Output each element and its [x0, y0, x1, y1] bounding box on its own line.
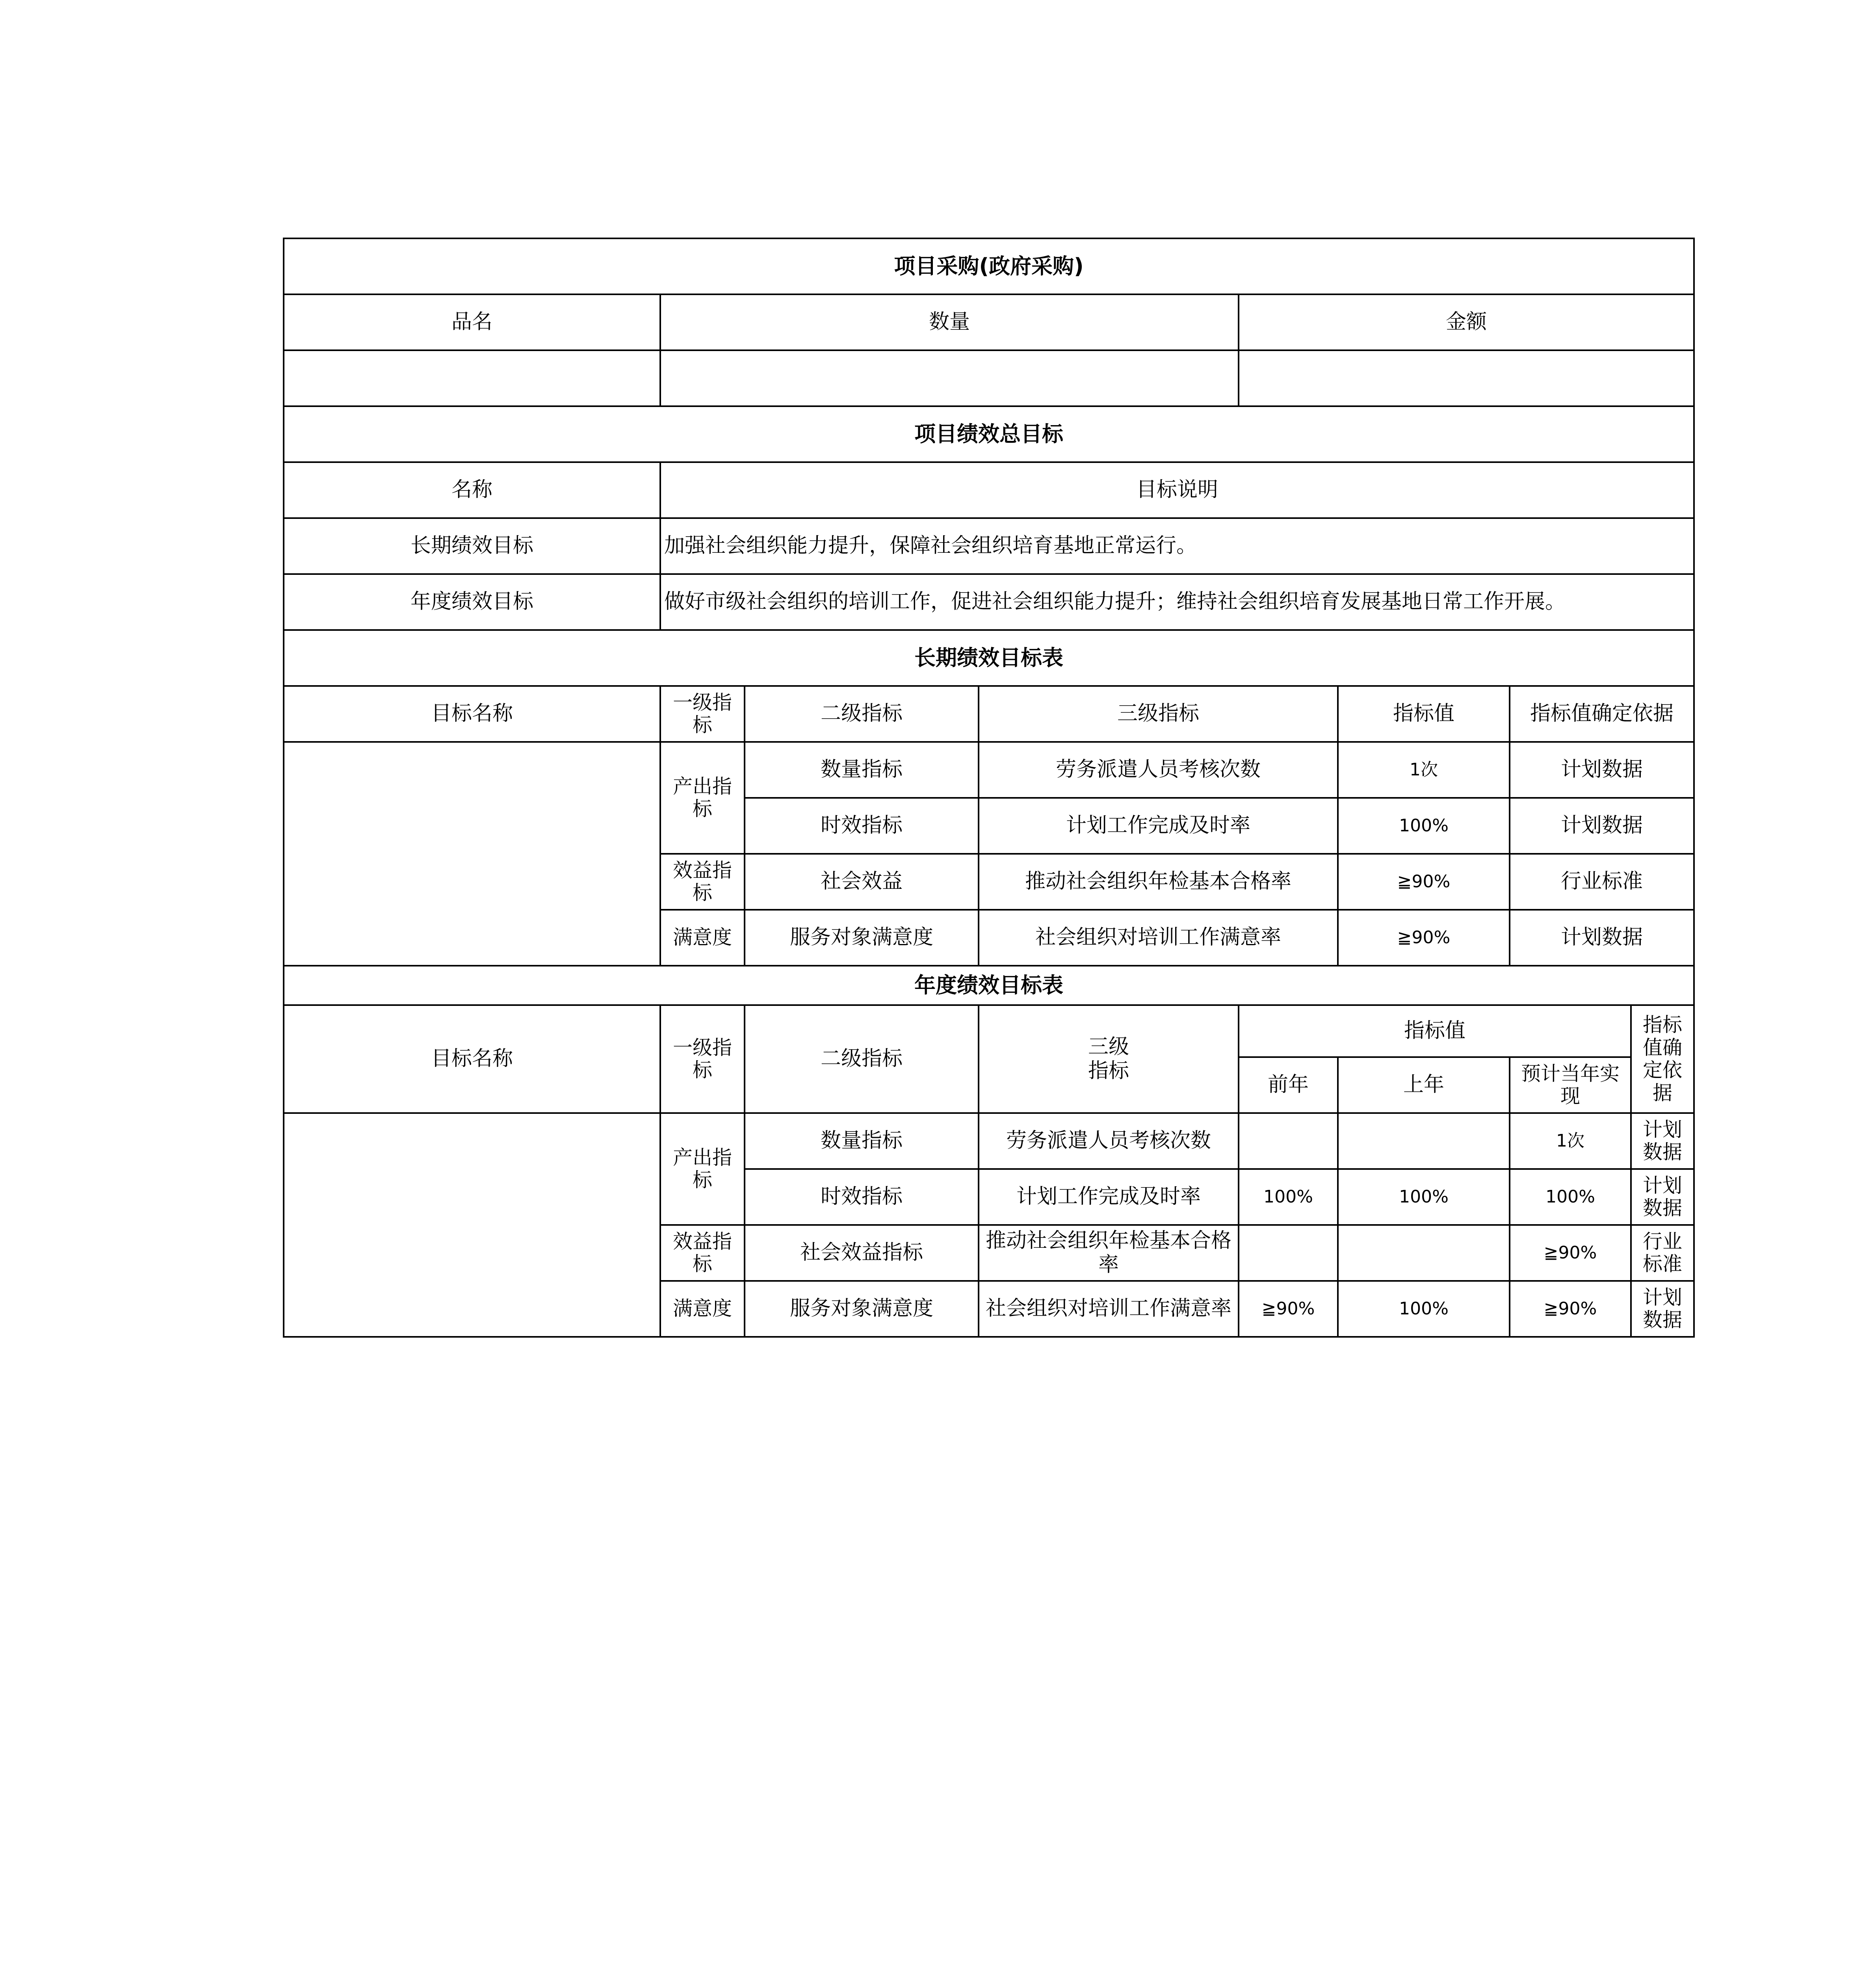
overall-title: 项目绩效总目标	[284, 406, 1694, 462]
level3-cell: 社会组织对培训工作满意率	[979, 1281, 1239, 1337]
level3-cell: 劳务派遣人员考核次数	[979, 1113, 1239, 1169]
table-row	[284, 742, 1694, 798]
header-item-name: 品名	[284, 294, 660, 350]
header-target-description: 目标说明	[660, 462, 1694, 518]
level2-cell: 社会效益	[745, 854, 979, 910]
header-target-name: 目标名称	[284, 686, 660, 742]
expected-cell: 100%	[1510, 1169, 1631, 1225]
level3-cell: 推动社会组织年检基本合格率	[979, 1225, 1239, 1281]
level2-cell: 服务对象满意度	[745, 910, 979, 966]
header-expected-current-year: 预计当年实 现	[1510, 1057, 1631, 1113]
level2-cell: 数量指标	[745, 742, 979, 798]
header-name: 名称	[284, 462, 660, 518]
annual-title: 年度绩效目标表	[284, 966, 1694, 1005]
header-prev-year: 上年	[1338, 1057, 1510, 1113]
longterm-header-row	[284, 686, 1694, 742]
prev1-cell	[1338, 1225, 1510, 1281]
header-level3: 三级指标	[979, 686, 1338, 742]
procurement-title-row	[284, 238, 1694, 294]
table-row	[284, 1113, 1694, 1169]
procurement-quantity-cell	[660, 350, 1239, 406]
level2-cell: 时效指标	[745, 798, 979, 854]
header-level2: 二级指标	[745, 1005, 979, 1113]
procurement-data-row	[284, 350, 1694, 406]
basis-cell: 计划数据	[1510, 798, 1694, 854]
header-indicator-value: 指标值	[1239, 1005, 1631, 1057]
header-level2: 二级指标	[745, 686, 979, 742]
header-value-basis: 指标 值确 定依 据	[1631, 1005, 1694, 1113]
level3-cell: 计划工作完成及时率	[979, 1169, 1239, 1225]
group-satisfaction: 满意度	[660, 910, 745, 966]
group-output: 产出指 标	[660, 742, 745, 854]
overall-header-row	[284, 462, 1694, 518]
basis-cell: 行业标准	[1510, 854, 1694, 910]
header-level1: 一级指 标	[660, 1005, 745, 1113]
level3-cell: 推动社会组织年检基本合格率	[979, 854, 1338, 910]
prev2-cell: 100%	[1239, 1169, 1338, 1225]
procurement-header-row	[284, 294, 1694, 350]
expected-cell: ≧90%	[1510, 1281, 1631, 1337]
value-cell: ≧90%	[1338, 854, 1510, 910]
prev1-cell: 100%	[1338, 1169, 1510, 1225]
procurement-title: 项目采购(政府采购)	[284, 238, 1694, 294]
overall-row-annual	[284, 574, 1694, 630]
longterm-target-name-cell	[284, 742, 660, 966]
basis-cell: 计划 数据	[1631, 1169, 1694, 1225]
overall-row-description: 加强社会组织能力提升，保障社会组织培育基地正常运行。	[660, 518, 1694, 574]
level3-cell: 劳务派遣人员考核次数	[979, 742, 1338, 798]
prev1-cell: 100%	[1338, 1281, 1510, 1337]
procurement-item-cell	[284, 350, 660, 406]
annual-header-row	[284, 1005, 1694, 1057]
level2-cell: 服务对象满意度	[745, 1281, 979, 1337]
prev2-cell: ≧90%	[1239, 1281, 1338, 1337]
value-cell: 100%	[1338, 798, 1510, 854]
group-output: 产出指 标	[660, 1113, 745, 1225]
overall-row-description: 做好市级社会组织的培训工作，促进社会组织能力提升；维持社会组织培育发展基地日常工作开展。	[660, 574, 1694, 630]
value-cell: ≧90%	[1338, 910, 1510, 966]
level2-cell: 数量指标	[745, 1113, 979, 1169]
group-satisfaction: 满意度	[660, 1281, 745, 1337]
level2-cell: 社会效益指标	[745, 1225, 979, 1281]
basis-cell: 行业 标准	[1631, 1225, 1694, 1281]
header-level3: 三级 指标	[979, 1005, 1239, 1113]
performance-table	[283, 238, 1695, 1338]
procurement-amount-cell	[1239, 350, 1694, 406]
level3-cell: 社会组织对培训工作满意率	[979, 910, 1338, 966]
basis-cell: 计划数据	[1510, 910, 1694, 966]
header-indicator-value: 指标值	[1338, 686, 1510, 742]
basis-cell: 计划 数据	[1631, 1113, 1694, 1169]
basis-cell: 计划 数据	[1631, 1281, 1694, 1337]
header-quantity: 数量	[660, 294, 1239, 350]
prev1-cell	[1338, 1113, 1510, 1169]
expected-cell: ≧90%	[1510, 1225, 1631, 1281]
overall-row-name: 长期绩效目标	[284, 518, 660, 574]
prev2-cell	[1239, 1113, 1338, 1169]
header-prev-two-years: 前年	[1239, 1057, 1338, 1113]
level3-cell: 计划工作完成及时率	[979, 798, 1338, 854]
overall-row-name: 年度绩效目标	[284, 574, 660, 630]
group-benefit: 效益指 标	[660, 854, 745, 910]
longterm-title-row	[284, 630, 1694, 686]
overall-title-row	[284, 406, 1694, 462]
level2-cell: 时效指标	[745, 1169, 979, 1225]
annual-target-name-cell	[284, 1113, 660, 1337]
prev2-cell	[1239, 1225, 1338, 1281]
annual-title-row	[284, 966, 1694, 1005]
group-benefit: 效益指 标	[660, 1225, 745, 1281]
basis-cell: 计划数据	[1510, 742, 1694, 798]
performance-target-sheet	[283, 238, 1693, 1338]
header-value-basis: 指标值确定依据	[1510, 686, 1694, 742]
header-target-name: 目标名称	[284, 1005, 660, 1113]
header-amount: 金额	[1239, 294, 1694, 350]
expected-cell: 1次	[1510, 1113, 1631, 1169]
header-level1: 一级指 标	[660, 686, 745, 742]
overall-row-longterm	[284, 518, 1694, 574]
longterm-title: 长期绩效目标表	[284, 630, 1694, 686]
value-cell: 1次	[1338, 742, 1510, 798]
